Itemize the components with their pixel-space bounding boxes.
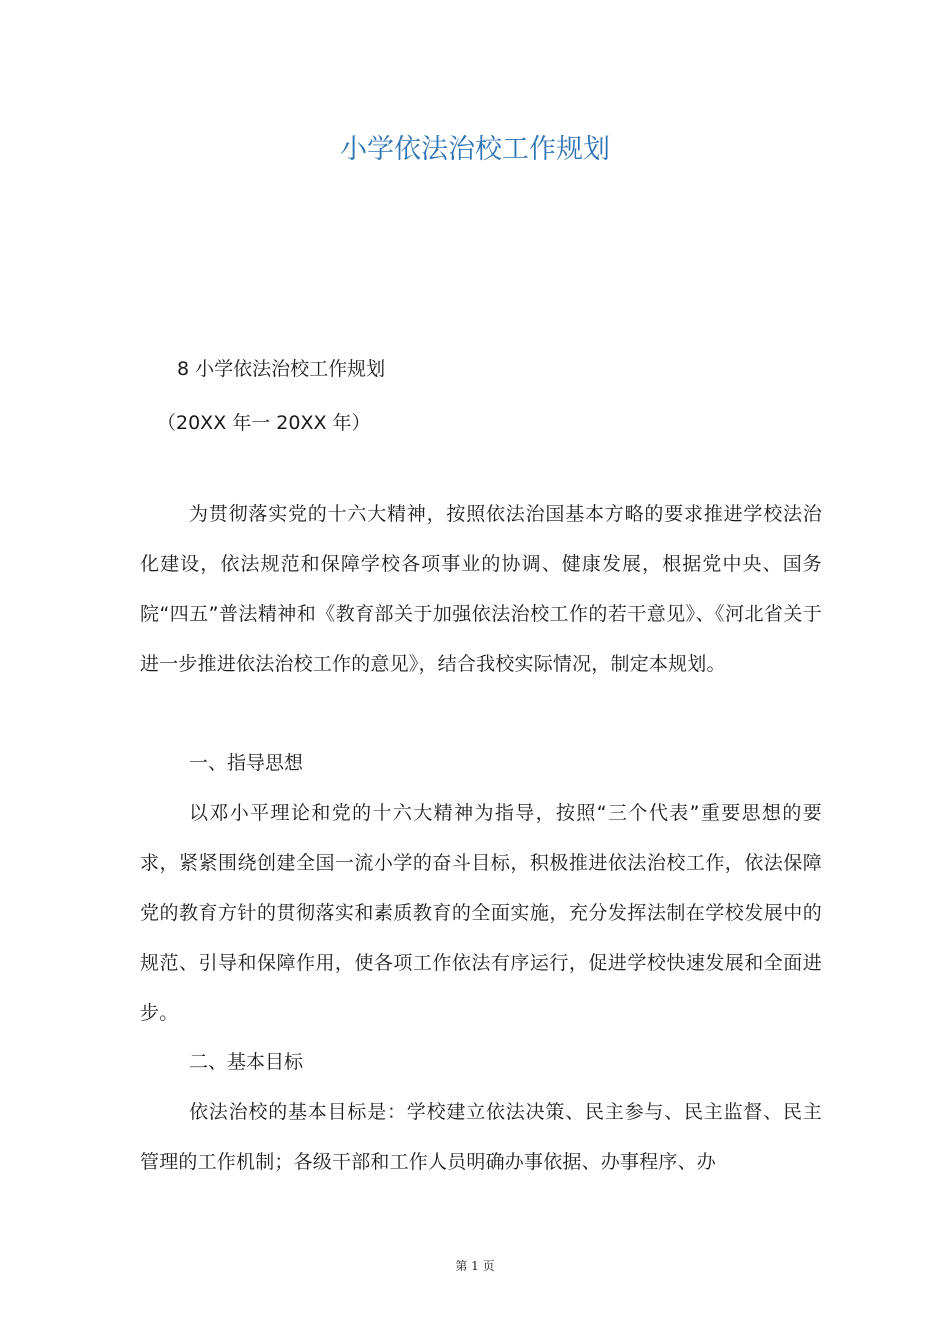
page-number: 第 1 页 xyxy=(455,1259,495,1273)
intro-paragraph: 为贯彻落实党的十六大精神，按照依法治国基本方略的要求推进学校法治化建设，依法规范和保障学校各项事业的协调、健康发展，根据党中央、国务院“四五”普法精神和《教育部关于加强依法治校工作的若干意见》、《河北省关于进一步推进依法治校工作的意见》，结合我校实际情况，制定本规划。 xyxy=(140,503,822,675)
section-1-heading: 一、指导思想 xyxy=(189,752,304,774)
section-2-paragraph: 依法治校的基本目标是：学校建立依法决策、民主参与、民主监督、民主管理的工作机制；各级干部和工作人员明确办事依据、办事程序、办 xyxy=(140,1101,822,1173)
section-2-heading: 二、基本目标 xyxy=(189,1051,304,1073)
document-period: （20XX 年一 20XX 年） xyxy=(157,412,371,434)
page-title: 小学依法治校工作规划 xyxy=(340,134,610,165)
section-1-paragraph: 以邓小平理论和党的十六大精神为指导，按照“三个代表”重要思想的要求，紧紧围绕创建全国一流小学的奋斗目标，积极推进依法治校工作，依法保障党的教育方针的贯彻落实和素质教育的全面实施，充分发挥法制在学校发展中的规范、引导和保障作用，使各项工作依法有序运行，促进学校快速发展和全面进步。 xyxy=(140,802,822,1024)
document-subtitle: 8 小学依法治校工作规划 xyxy=(177,358,386,380)
